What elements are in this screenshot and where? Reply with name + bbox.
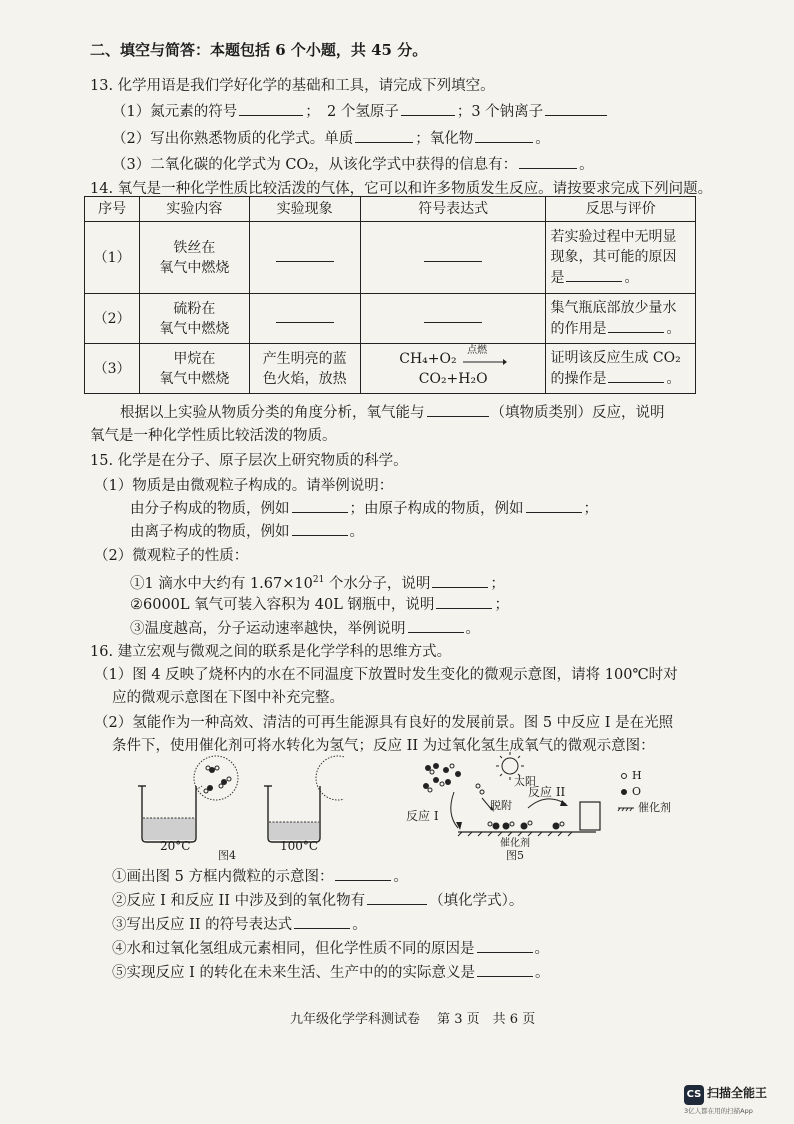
answer-blank[interactable] bbox=[408, 618, 464, 633]
scanner-tagline: 3亿人都在用的扫描App bbox=[684, 1107, 753, 1115]
answer-blank[interactable] bbox=[292, 521, 348, 536]
q13-line3: （3）二氧化碳的化学式为 CO₂，从该化学式中获得的信息有： 。 bbox=[112, 154, 594, 175]
q16-p2a: （2）氢能作为一种高效、清洁的可再生能源具有良好的发展前景。图 5 中反应 I 是在光照 bbox=[94, 715, 674, 731]
sun-label: 太阳 bbox=[514, 775, 536, 788]
answer-blank[interactable] bbox=[355, 128, 413, 143]
legend-h-label: H bbox=[632, 769, 642, 782]
legend-o-label: O bbox=[632, 785, 642, 798]
answer-blank[interactable] bbox=[475, 128, 533, 143]
scanner-logo-icon: CS bbox=[684, 1085, 704, 1105]
answer-blank[interactable] bbox=[436, 594, 492, 609]
q13-1c: ；3 个钠离子 bbox=[456, 104, 544, 120]
table-header: 符号表达式 bbox=[360, 197, 546, 222]
answer-blank[interactable] bbox=[427, 402, 489, 417]
q13-3: （3）二氧化碳的化学式为 CO₂，从该化学式中获得的信息有： bbox=[112, 157, 518, 173]
table-header: 反思与评价 bbox=[546, 197, 696, 222]
legend-catalyst-label: 催化剂 bbox=[638, 801, 671, 814]
temp-100-label: 100°C bbox=[280, 839, 319, 853]
q13-2a: （2）写出你熟悉物质的化学式。单质 bbox=[112, 131, 354, 147]
q15-p2: （2）微观粒子的性质： bbox=[94, 548, 249, 564]
q14-after1: 根据以上实验从物质分类的角度分析，氧气能与 （填物质类别）反应，说明 bbox=[120, 402, 665, 423]
table-row bbox=[85, 294, 696, 344]
answer-blank[interactable] bbox=[367, 890, 427, 905]
reflection-cell: 若实验过程中无明显 现象，其可能的原因 是 。 bbox=[546, 222, 696, 294]
answer-blank[interactable] bbox=[292, 498, 348, 513]
row-no: （3） bbox=[85, 344, 140, 394]
answer-blank[interactable] bbox=[239, 101, 303, 116]
table-header: 实验内容 bbox=[140, 197, 249, 222]
q13-stem: 13. 化学用语是我们学好化学的基础和工具，请完成下列填空。 bbox=[90, 78, 495, 94]
q15-p1-line1: 由分子构成的物质，例如 ；由原子构成的物质，例如 ； bbox=[130, 498, 598, 519]
reaction-1-label: 反应 I bbox=[406, 809, 439, 823]
expression-cell[interactable] bbox=[360, 294, 546, 344]
table-header: 序号 bbox=[85, 197, 140, 222]
answer-blank[interactable] bbox=[608, 318, 664, 333]
answer-blank[interactable] bbox=[477, 962, 533, 977]
row-no: （1） bbox=[85, 222, 140, 294]
scanner-watermark bbox=[684, 1082, 788, 1115]
catalyst-label: 催化剂 bbox=[500, 838, 530, 849]
q15-p2-line1: ①1 滴水中大约有 $1.67\times 10^{21}$ 个水分子，说明 ； bbox=[130, 570, 505, 594]
reaction-arrow: 点燃 bbox=[461, 349, 507, 369]
q16-s2: ②反应 I 和反应 II 中涉及到的氧化物有 （填化学式）。 bbox=[112, 890, 523, 911]
expression-cell[interactable] bbox=[360, 222, 546, 294]
desorb-label: 脱附 bbox=[490, 799, 512, 812]
q15-p2-line2: ②6000L 氧气可装入容积为 40L 钢瓶中，说明 ； bbox=[130, 594, 509, 615]
q14-stem: 14. 氧气是一种化学性质比较活泼的气体，它可以和许多物质发生反应。请按要求完成下列问题。 bbox=[90, 181, 713, 197]
answer-blank[interactable] bbox=[294, 914, 350, 929]
figure-5 bbox=[406, 752, 696, 862]
q15-p1-line2: 由离子构成的物质，例如 。 bbox=[130, 521, 364, 542]
answer-blank[interactable] bbox=[519, 154, 577, 169]
scanner-name: 扫描全能王 bbox=[707, 1086, 768, 1100]
phenomenon-cell: 产生明亮的蓝 色火焰，放热 bbox=[249, 344, 360, 394]
q13-2b: ；氧化物 bbox=[415, 131, 474, 147]
answer-blank[interactable] bbox=[335, 866, 391, 881]
reflection-cell: 集气瓶底部放少量水 的作用是 。 bbox=[546, 294, 696, 344]
temp-20-label: 20°C bbox=[160, 839, 191, 853]
answer-blank[interactable] bbox=[432, 573, 488, 588]
reflection-cell: 证明该反应生成 CO₂ 的操作是 。 bbox=[546, 344, 696, 394]
q13-line1 bbox=[112, 101, 609, 122]
table-row bbox=[85, 344, 696, 394]
q16-s3: ③写出反应 II 的符号表达式 。 bbox=[112, 914, 367, 935]
row-content: 甲烷在 氧气中燃烧 bbox=[140, 344, 249, 394]
q13-1a: （1）氮元素的符号 bbox=[112, 104, 238, 120]
fig5-caption: 图5 bbox=[506, 849, 524, 862]
q15-p1: （1）物质是由微观粒子构成的。请举例说明： bbox=[94, 478, 394, 494]
answer-blank[interactable] bbox=[608, 368, 664, 383]
table-header: 实验现象 bbox=[249, 197, 360, 222]
row-content: 硫粉在 氧气中燃烧 bbox=[140, 294, 249, 344]
row-content: 铁丝在 氧气中燃烧 bbox=[140, 222, 249, 294]
reaction-2-label: 反应 II bbox=[528, 785, 566, 799]
q16-p1a: （1）图 4 反映了烧杯内的水在不同温度下放置时发生变化的微观示意图，请将 100℃时对 bbox=[94, 667, 678, 683]
q13-line2: （2）写出你熟悉物质的化学式。单质 ；氧化物 。 bbox=[112, 128, 550, 149]
q16-stem: 16. 建立宏观与微观之间的联系是化学学科的思维方式。 bbox=[90, 644, 452, 660]
answer-blank[interactable] bbox=[526, 498, 582, 513]
row-no: （2） bbox=[85, 294, 140, 344]
q16-p2b: 条件下，使用催化剂可将水转化为氢气；反应 II 为过氧化氢生成氧气的微观示意图： bbox=[112, 738, 655, 754]
q15-stem: 15. 化学是在分子、原子层次上研究物质的科学。 bbox=[90, 453, 408, 469]
phenomenon-cell[interactable] bbox=[249, 294, 360, 344]
fig4-caption: 图4 bbox=[218, 849, 236, 862]
answer-blank[interactable] bbox=[477, 938, 533, 953]
table-row bbox=[85, 222, 696, 294]
answer-blank[interactable] bbox=[401, 101, 455, 116]
experiment-table bbox=[84, 196, 696, 394]
q15-p2-line3: ③温度越高，分子运动速率越快，举例说明 。 bbox=[130, 618, 480, 639]
q16-s5: ⑤实现反应 I 的转化在未来生活、生产中的的实际意义是 。 bbox=[112, 962, 549, 983]
q16-p1b: 应的微观示意图在下图中补充完整。 bbox=[112, 690, 344, 706]
answer-blank[interactable] bbox=[566, 267, 622, 282]
q13-1b: ； 2 个氢原子 bbox=[305, 104, 399, 120]
page-footer: 九年级化学学科测试卷 第 3 页 共 6 页 bbox=[290, 1012, 536, 1027]
q16-s1: ①画出图 5 方框内微粒的示意图： 。 bbox=[112, 866, 408, 887]
phenomenon-cell[interactable] bbox=[249, 222, 360, 294]
q14-after2: 氧气是一种化学性质比较活泼的物质。 bbox=[90, 428, 337, 444]
section-title: 二、填空与简答：本题包括 6 个小题，共 45 分。 bbox=[90, 41, 428, 59]
figure-4 bbox=[134, 748, 344, 864]
q16-s4: ④水和过氧化氢组成元素相同，但化学性质不同的原因是 。 bbox=[112, 938, 549, 959]
answer-blank[interactable] bbox=[545, 101, 607, 116]
expr-right: CO₂+H₂O bbox=[418, 370, 488, 387]
expr-left: CH₄+O₂ bbox=[399, 350, 457, 367]
expression-cell bbox=[360, 344, 546, 394]
